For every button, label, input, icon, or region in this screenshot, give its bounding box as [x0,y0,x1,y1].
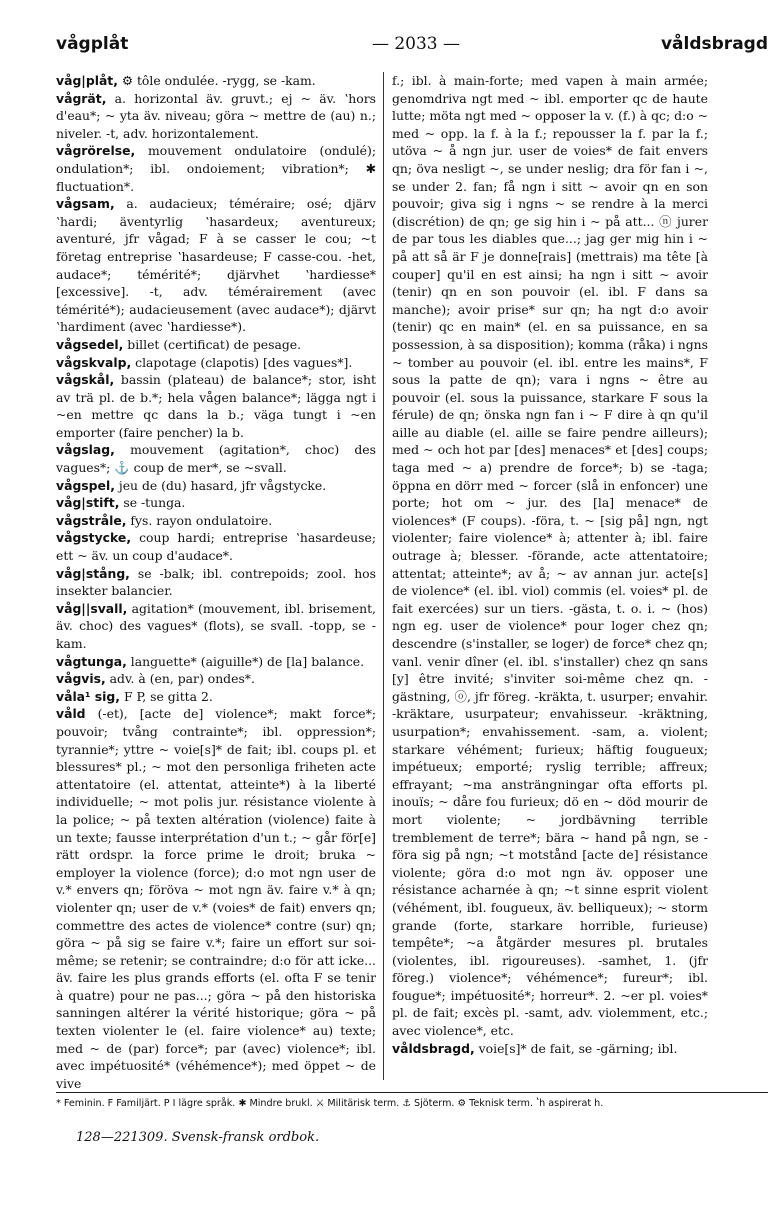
header-right-guide-word: våldsbragd [660,34,768,54]
entry-definition: se -balk; ibl. contrepoids; zool. hos insekter balancier. [56,565,376,599]
dictionary-entry [56,670,376,688]
dictionary-entry [56,354,376,372]
entry-headword: våg|stift, [56,495,120,511]
entry-headword: våla¹ sig, [56,688,120,704]
entry-definition: mouvement (agitation*, choc) des vagues*; ⚓ coup de mer*, se ~svall. [56,442,376,476]
entry-definition: a. audacieux; téméraire; osé; djärv ʽhardi; äventyrlig ʽhasardeux; aventureux; aventuré, jfr vågad; F à se casser le cou; ~t företag entreprise ʽhasardeuse; F casse-cou. -het, audace*; témérité*; djärvhet ʽhardiesse* [excessive]. -t, adv. témérairement (avec témérité*); audacieusement (avec audace*); djärvt ʽhardiment (avec ʽhardiesse*). [56,196,376,335]
entry-headword: våldsbragd, [392,1040,475,1056]
entry-definition: mouvement ondulatoire (ondulé); ondulation*; ibl. ondoiement; vibration*; ✱ fluctuation*. [56,143,376,194]
entry-definition: agitation* (mouvement, ibl. brisement, äv. choc) des vagues* (flots), se svall. -topp, se -kam. [56,600,376,651]
entry-headword: vågslag, [56,442,115,458]
footer-rule [56,1092,768,1093]
entry-definition: languette* (aiguille*) de [la] balance. [126,653,365,669]
entry-headword: vågskvalp, [56,354,132,370]
dictionary-entry [56,600,376,653]
entry-definition: jeu de (du) hasard, jfr vågstycke. [114,477,327,493]
dictionary-entry [56,705,376,1092]
dictionary-entry [56,142,376,195]
dictionary-entry [392,1040,708,1058]
entry-definition: voie[s]* de fait, se -gärning; ibl. [474,1040,678,1056]
dictionary-entry [56,529,376,564]
right-column [392,72,708,1092]
dictionary-entry [56,72,376,90]
dictionary-entry [56,653,376,671]
entry-definition: adv. à (en, par) ondes*. [105,671,255,687]
entry-headword: vågrät, [56,90,107,106]
entry-headword: vågsam, [56,196,115,212]
dictionary-entry [392,72,708,1040]
abbreviation-legend: * Feminin. F Familjärt. P I lägre språk. ✱ Mindre brukl. ⚔ Militärisk term. ⚓ Sjöterm. ⚙ Teknisk term. ʽh aspirerat h. [56,1098,604,1109]
dictionary-entry [56,688,376,706]
dictionary-entry [56,477,376,495]
dictionary-entry [56,371,376,441]
dictionary-entry [56,494,376,512]
column-divider [383,72,384,1080]
entry-headword: vågrörelse, [56,143,136,159]
entry-definition: F P, se gitta 2. [120,688,213,704]
entry-definition: billet (certificat) de pesage. [123,336,302,352]
page-number: — 2033 — [371,34,461,54]
entry-headword: vågsedel, [56,336,124,352]
header-left-guide-word: vågplåt [56,34,129,54]
entry-definition: ⚙ tôle ondulée. -rygg, se -kam. [117,73,316,88]
dictionary-entry [56,565,376,600]
page-header [56,34,768,60]
entry-headword: vågtunga, [56,653,127,669]
entry-headword: våg|stång, [56,565,130,581]
entry-definition: fys. rayon ondulatoire. [126,512,273,528]
dictionary-entry [56,336,376,354]
entry-headword: vågstråle, [56,512,127,528]
entry-headword: våg||svall, [56,600,128,616]
entry-headword: våg|plåt, [56,73,118,88]
dictionary-entry [56,90,376,143]
dictionary-entry [56,512,376,530]
entry-definition: a. horizontal äv. gruvt.; ej ~ äv. ʽhors d'eau*; ~ yta äv. niveau; göra ~ mettre de (au) n.; niveler. -t, adv. horizontalement. [56,90,376,141]
entry-headword: vågstycke, [56,530,132,546]
print-footer: 128—221309. Svensk-fransk ordbok. [76,1130,320,1145]
entry-headword: vågspel, [56,477,115,493]
entry-definition: f.; ibl. à main-forte; med vapen à main armée; genomdriva ngt med ~ ibl. emporter qc de haute lutte; möta ngt med ~ opposer la v. (f.) à qc; d:o ~ med ~ opp. la f. à la f.; repousser la f. par la f.; utöva ~ å ngn jur. user de voies* de fait envers qn; öva nesligt ~, se under neslig; dra för fan i ~, se under 2. fan; få ngn i sitt ~ avoir qn en son pouvoir; giva sig i ngns ~ se rendre à la merci (discrétion) de qn; ge sig hin i ~ på att... ⓝ jurer de par tous les diables que...; jag ger mig hin i ~ på att så är F je donne[rais] (mettrais) ma tête [à couper] qu'il en est ainsi; ha ngn i sitt ~ avoir (tenir) qn en son pouvoir (el. ibl. F dans sa manche); avoir prise* sur qn; ha ngt d:o avoir (tenir) qc en main* (el. en sa puissance, en sa possession, à sa disposition); komma (råka) i ngns ~ tomber au pouvoir (el. ibl. entre les mains*, F sous la patte de qn); vara i ngns ~ être au pouvoir (el. sous la puissance, starkare F sous la férule) de qn; önska ngn fan i ~ F dire à qn qu'il aille au diable (el. aille se faire pendre ailleurs); med ~ och hot par [des] menaces* et [des] coups; taga med ~ a) prendre de force*; b) se -taga; öppna en dörr med ~ forcer (slå in enfoncer) une porte; hot om ~ jur. des [la] menace* de violences* (F coups). -föra, t. ~ [sig på] ngn, ngt violenter; faire violence* à; attenter à; ibl. faire outrage à; blesser. -förande, acte attentatoire; attentat; atteinte*; av å; ~ av annan jur. acte[s] de violence* (el. ibl. viol) commis (el. voies* pl. de fait exercées) sur un tiers. -gästa, t. o. i. ~ (hos) ngn eg. user de violence* pour loger chez qn; descendre (s'installer, se loger) de force* chez qn; vanl. venir dîner (el. ibl. s'installer) chez qn sans [y] être invité; s'inviter soi-même chez qn. -gästning, ⓞ, jfr föreg. -kräkta, t. usurper; envahir. -kräktare, usurpateur; envahisseur. -kräktning, usurpation*; envahissement. -sam, a. violent; starkare véhément; furieux; häftig fougueux; impétueux; emporté; ryslig terrible; affreux; effrayant; ~ma ansträngningar ofta efforts pl. inouïs; ~ dåre fou furieux; dö en ~ död mourir de mort violente; ~ jordbävning terrible tremblement de terre*; bära ~ hand på ngn, se -föra sig på ngn; ~t motstånd [acte de] résistance violente; göra d:o mot ngn äv. opposer une résistance acharnée à qn; ~t sinne esprit violent (véhément, ibl. fougueux, äv. belliqueux); ~ storm grande (forte, starkare horrible, furieuse) tempête*; ~a åtgärder mesures pl. brutales (violentes, ibl. rigoureuses). -samhet, 1. (jfr föreg.) violence*; véhémence*; fureur*; ibl. fougue*; impétuosité*; horreur*. 2. ~er pl. voies* pl. de fait; excès pl. -samt, adv. violemment, etc.; avec violence*, etc. [392,73,708,1039]
left-column [56,72,376,1092]
entry-headword: våld [56,706,86,722]
entry-definition: (-et), [acte de] violence*; makt force*; pouvoir; tvång contrainte*; ibl. oppression*; tyrannie*; yttre ~ voie[s]* de fait; ibl. coups pl. et blessures* pl.; ~ mot den personliga friheten acte attentatoire (el. attentat, atteinte*) à la liberté individuelle; ~ mot polis jur. résistance violente à la police; ~ på texten altération (violence) faite à un texte; fausse interprétation d'un t.; ~ går för[e] rätt ordspr. la force prime le droit; bruka ~ employer la violence (force); d:o mot ngn user de v.* envers qn; föröva ~ mot ngn äv. faire v.* à qn; violenter qn; user de v.* (voies* de fait) envers qn; commettre des actes de violence* contre (sur) qn; göra ~ på sig se faire v.*; faire un effort sur soi-même; se retenir; se contraindre; d:o för att icke... äv. faire les plus grands efforts (el. ofta F se tenir à quatre) pour ne pas...; göra ~ på den historiska sanningen altérer la vérité historique; göra ~ på texten violenter le (el. faire violence* au) texte; med ~ de (par) force*; par (avec) violence*; ibl. avec impétuosité* (véhémence*); med öppet ~ de vive [56,706,376,1091]
entry-definition: coup hardi; entreprise ʽhasardeuse; ett ~ äv. un coup d'audace*. [56,530,376,564]
entry-headword: vågvis, [56,671,106,687]
dictionary-entry [56,195,376,336]
entry-definition: clapotage (clapotis) [des vagues*]. [131,354,353,370]
entry-headword: vågskål, [56,372,115,388]
entry-definition: se -tunga. [119,495,186,511]
dictionary-entry [56,441,376,476]
entry-definition: bassin (plateau) de balance*; stor, isht av trä pl. de b.*; hela vågen balance*; lägga ngt i ~en mettre qc dans la b.; väga tungt i ~en emporter (faire pencher) la b. [56,372,376,440]
